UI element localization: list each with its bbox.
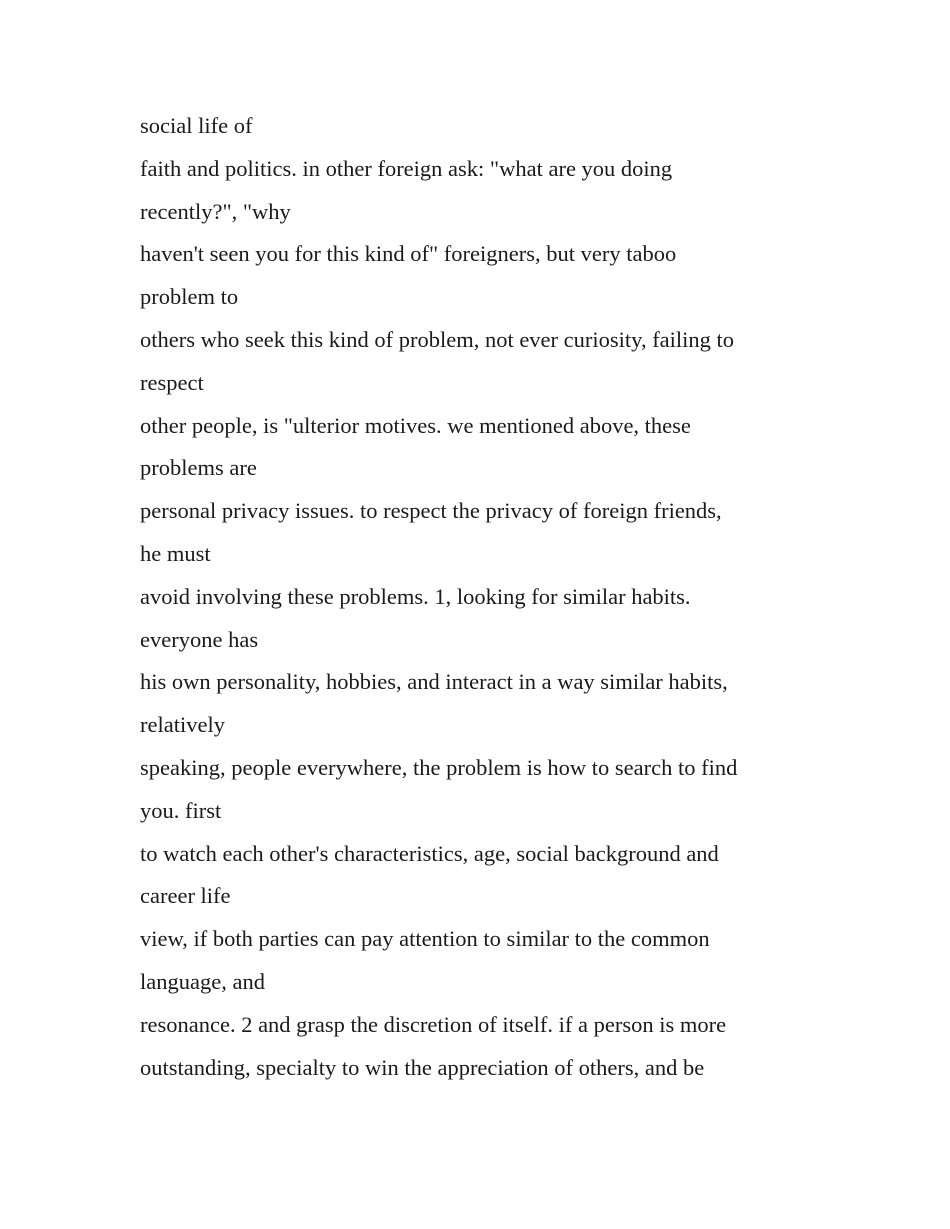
text-line: others who seek this kind of problem, not ever curiosity, failing to: [140, 326, 735, 352]
text-line: haven't seen you for this kind of" foreigners, but very taboo: [140, 241, 677, 267]
document-body: [140, 105, 860, 1089]
text-line: everyone has: [140, 626, 259, 652]
text-line: respect: [140, 369, 204, 395]
text-line: you. first: [140, 797, 222, 823]
text-line: recently?", "why: [140, 198, 291, 224]
text-line: resonance. 2 and grasp the discretion of itself. if a person is more: [140, 1011, 727, 1037]
text-line: problem to: [140, 284, 239, 310]
text-line: speaking, people everywhere, the problem is how to search to find: [140, 754, 738, 780]
text-line: career life: [140, 883, 231, 909]
text-line: problems are: [140, 455, 257, 481]
text-line: he must: [140, 540, 211, 566]
text-line: social life of: [140, 113, 253, 138]
text-line: faith and politics. in other foreign ask: "what are you doing: [140, 155, 673, 181]
text-line: outstanding, specialty to win the appreciation of others, and be: [140, 1054, 705, 1080]
text-line: other people, is "ulterior motives. we mentioned above, these: [140, 412, 691, 438]
text-line: language, and: [140, 968, 265, 994]
text-line: his own personality, hobbies, and interact in a way similar habits,: [140, 669, 728, 695]
text-line: relatively: [140, 712, 225, 738]
text-line: personal privacy issues. to respect the privacy of foreign friends,: [140, 498, 722, 524]
text-line: view, if both parties can pay attention to similar to the common: [140, 926, 710, 952]
text-line: to watch each other's characteristics, age, social background and: [140, 840, 719, 866]
text-line: avoid involving these problems. 1, looking for similar habits.: [140, 583, 691, 609]
